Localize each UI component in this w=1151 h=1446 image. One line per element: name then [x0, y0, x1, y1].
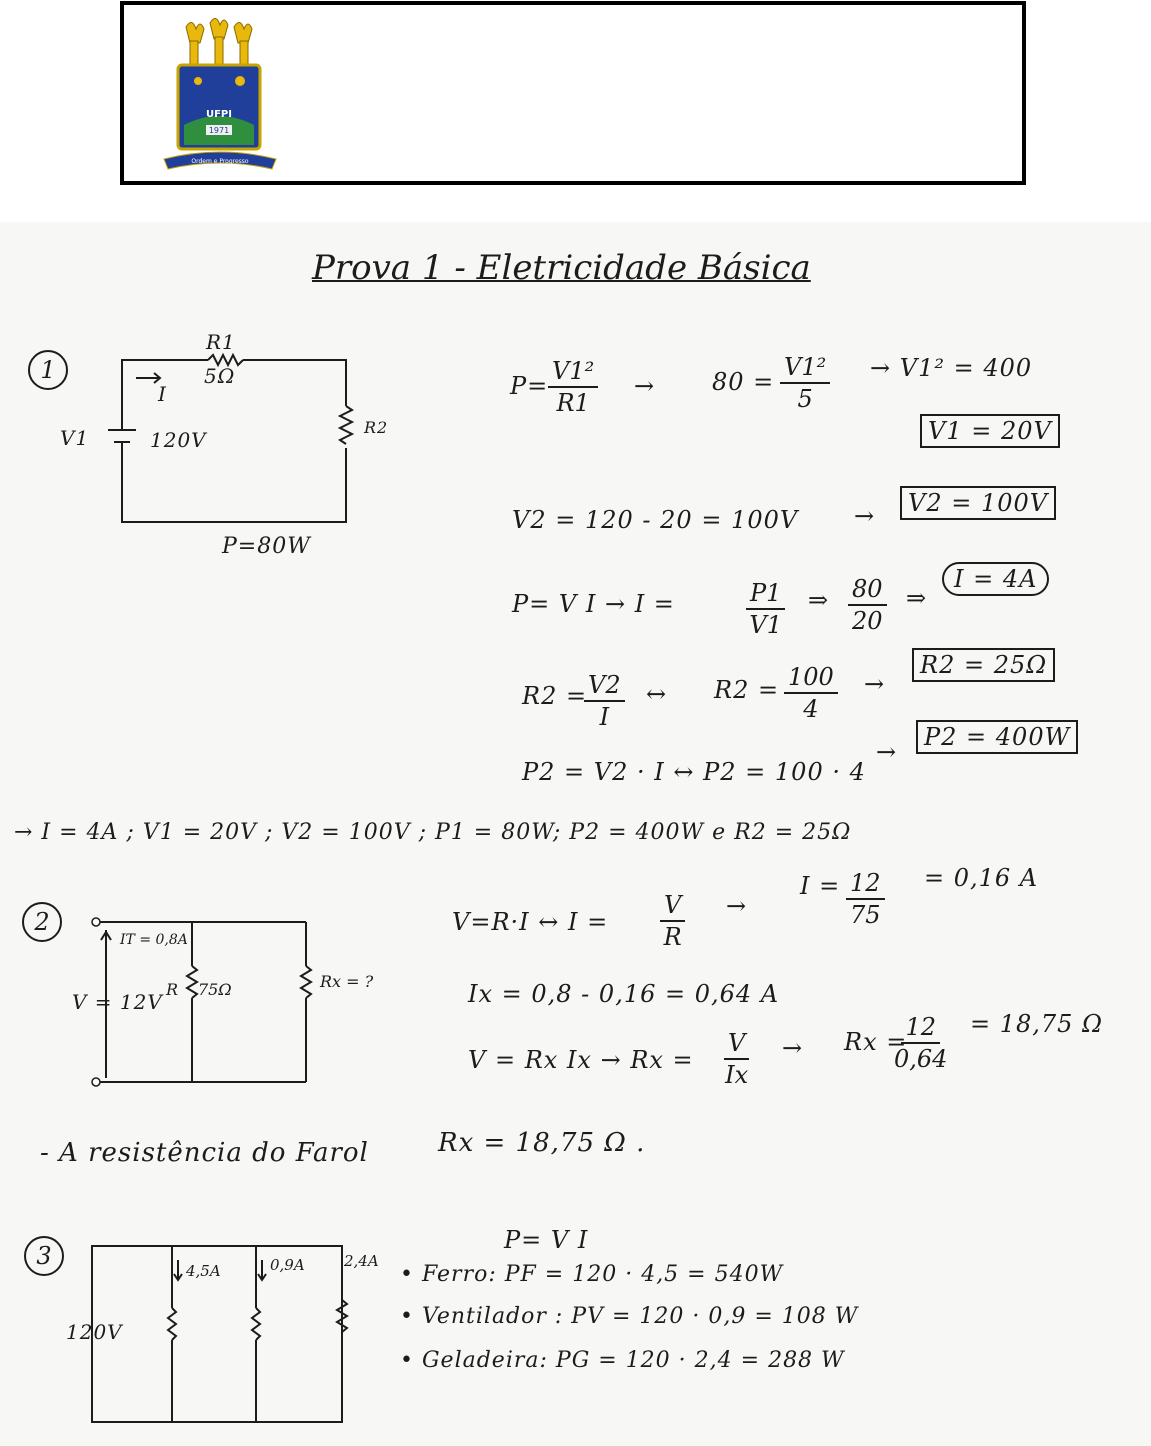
q1-answer-p2: P2 = 400W	[916, 720, 1078, 754]
resistor-ventilador-icon	[252, 1308, 260, 1340]
q2-eq2: Ix = 0,8 - 0,16 = 0,64 A	[468, 980, 780, 1008]
q1-eq1-den2: 5	[797, 384, 813, 413]
ufpi-logo	[160, 13, 280, 175]
q1-r1-value: 5Ω	[204, 364, 236, 388]
q3-formula: P= V I	[504, 1226, 589, 1254]
q2-r-value: 75Ω	[198, 980, 232, 999]
q1-answer-r2: R2 = 25Ω	[912, 648, 1055, 682]
q1-eq3-den1: V1	[749, 610, 783, 639]
q1-eq4-den1: I	[599, 702, 610, 731]
q2-eq3-rhs: = 18,75 Ω	[970, 1010, 1103, 1038]
q1-eq1-num: V1²	[548, 358, 598, 388]
q1-source-value: 120V	[150, 428, 207, 452]
q1-eq2: V2 = 120 - 20 = 100V	[512, 506, 799, 534]
q1-eq1-den: R1	[556, 388, 590, 417]
q1-eq2-arrow: →	[854, 502, 876, 530]
resistor-r-icon	[187, 966, 197, 998]
q2-eq3-mid: Rx =	[844, 1028, 908, 1056]
q2-r-label: R	[166, 980, 179, 999]
terminal-icon	[92, 1078, 100, 1086]
q2-it-label: IT = 0,8A	[120, 932, 188, 948]
q2-eq1-rhs: = 0,16 A	[924, 864, 1039, 892]
q1-current-label: I	[158, 382, 167, 406]
q2-eq1-num1: V	[660, 892, 685, 922]
q1-eq4-num1: V2	[584, 672, 625, 702]
q1-eq3-fraction2	[848, 576, 887, 635]
q1-eq4-mid: R2 =	[714, 676, 780, 704]
q3-line-geladeira: • Geladeira: PG = 120 · 2,4 = 288 W	[400, 1348, 845, 1373]
q1-eq1-mid: 80 =	[712, 368, 775, 396]
q3-circuit-diagram	[86, 1240, 356, 1430]
q1-eq1-arrow: →	[634, 372, 656, 400]
q2-eq3-arrow: →	[782, 1034, 804, 1062]
q2-conclusion-value: Rx = 18,75 Ω .	[438, 1128, 646, 1158]
q1-eq3-den2: 20	[852, 606, 883, 635]
q1-summary: → I = 4A ; V1 = 20V ; V2 = 100V ; P1 = 80W; P2 = 400W e R2 = 25Ω	[14, 820, 852, 845]
q1-eq3-num1: P1	[746, 580, 785, 610]
q1-answer-v1: V1 = 20V	[920, 414, 1060, 448]
q2-eq1-num2: 12	[846, 870, 885, 900]
resistor-rx-icon	[301, 966, 311, 998]
terminal-icon	[92, 918, 100, 926]
q1-eq5: P2 = V2 · I ↔ P2 = 100 · 4	[522, 758, 866, 786]
q1-eq4-fraction1	[584, 672, 625, 731]
q2-eq3-num1: V	[724, 1030, 749, 1060]
q2-eq1-fraction1	[660, 892, 685, 951]
q2-eq1-den1: R	[663, 922, 682, 951]
q2-eq3-fraction1	[724, 1030, 749, 1089]
q2-eq3-den1: Ix	[725, 1060, 749, 1089]
q2-eq1-fraction2	[846, 870, 885, 929]
q1-answer-i: I = 4A	[942, 562, 1049, 596]
q1-eq4-lhs: R2 =	[522, 682, 588, 710]
q1-eq4-num2: 100	[784, 664, 838, 694]
torch-icon	[186, 22, 204, 65]
q1-eq1-lhs: P=	[510, 372, 549, 400]
q3-i2-label: 0,9A	[270, 1256, 305, 1274]
q2-eq1-den2: 75	[850, 900, 881, 929]
q2-eq3-num2: 12	[901, 1014, 940, 1044]
q1-eq5-arrow: →	[876, 738, 898, 766]
q3-i1-label: 4,5A	[186, 1262, 221, 1280]
question-2-number: 2	[22, 902, 62, 942]
q2-eq3-lhs: V = Rx Ix → Rx =	[468, 1046, 694, 1074]
q1-source-label: V1	[60, 426, 90, 450]
question-3-number: 3	[24, 1236, 64, 1276]
q2-eq1-arrow: →	[726, 892, 748, 920]
question-1-number: 1	[28, 350, 68, 390]
logo-motto: Ordem e Progresso	[191, 158, 249, 165]
logo-name: UFPI	[205, 109, 233, 120]
q2-rx-label: Rx = ?	[320, 972, 374, 991]
q3-line-ferro: • Ferro: PF = 120 · 4,5 = 540W	[400, 1262, 784, 1287]
q1-eq3-arrow2: ⇒	[906, 584, 928, 612]
resistor-ferro-icon	[168, 1308, 176, 1340]
q1-eq4-fraction2	[784, 664, 838, 723]
q1-eq1-fraction	[548, 358, 598, 417]
q1-r2-label: R2	[364, 418, 389, 437]
q2-conclusion: - A resistência do Farol	[40, 1138, 369, 1168]
q3-v-label: 120V	[66, 1320, 123, 1344]
q1-r1-label: R1	[206, 330, 236, 354]
q1-eq1-num2: V1²	[780, 354, 830, 384]
page-title: Prova 1 - Eletricidade Básica	[312, 248, 811, 288]
q1-eq4-den2: 4	[803, 694, 819, 723]
q1-eq1-rhs: → V1² = 400	[870, 354, 1033, 382]
torch-icon	[210, 18, 228, 65]
q3-i3-label: 2,4A	[344, 1252, 379, 1270]
q1-eq4-arrow: ↔	[646, 680, 668, 708]
q3-line-ventilador: • Ventilador : PV = 120 · 0,9 = 108 W	[400, 1304, 859, 1329]
q2-eq1-lhs: V=R·I ↔ I =	[452, 908, 609, 936]
torch-icon	[234, 22, 252, 65]
q1-answer-v2: V2 = 100V	[900, 486, 1056, 520]
q1-power-label: P=80W	[222, 534, 311, 559]
q2-eq3-fraction2	[894, 1014, 947, 1073]
q2-v-label: V = 12V	[72, 990, 163, 1014]
q1-eq3-lhs: P= V I → I =	[512, 590, 675, 618]
q1-eq4-arrow2: →	[864, 670, 886, 698]
q1-eq3-fraction1	[746, 580, 785, 639]
q1-eq3-arrow: ⇒	[808, 586, 830, 614]
q2-eq3-den2: 0,64	[894, 1044, 948, 1073]
q1-eq1-fraction2	[780, 354, 830, 413]
q1-eq3-num2: 80	[848, 576, 887, 606]
logo-year: 1971	[208, 126, 230, 135]
q2-eq1-mid: I =	[800, 872, 841, 900]
header-box	[120, 1, 1026, 185]
resistor-r2-icon	[340, 406, 352, 444]
